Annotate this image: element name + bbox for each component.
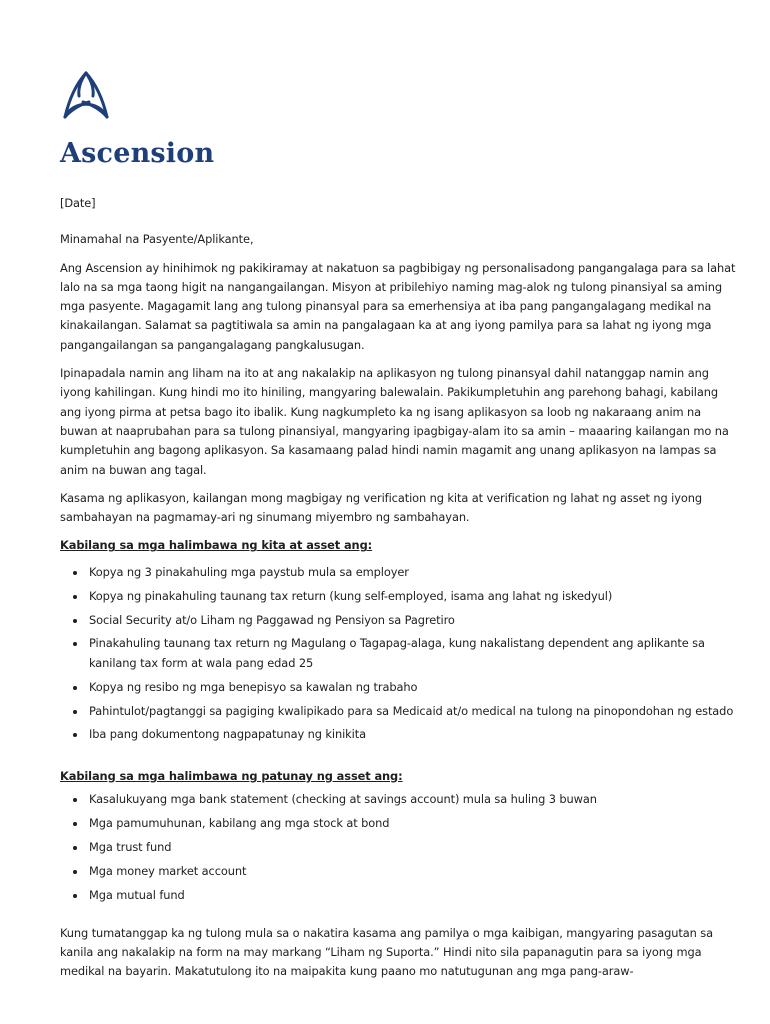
list-item: Mga money market account	[60, 862, 740, 881]
asset-list	[60, 790, 740, 905]
list-item: Social Security at/o Liham ng Paggawad ng Pensiyon sa Pagretiro	[60, 611, 740, 630]
list-item: Pinakahuling taunang tax return ng Magulang o Tagapag-alaga, kung nakalistang dependent ang aplikante sa kanilang tax form at wala pang edad 25	[60, 634, 740, 673]
brand-wordmark: Ascension	[60, 138, 215, 169]
letter-body	[60, 194, 740, 991]
salutation: Minamahal na Pasyente/Aplikante,	[60, 232, 254, 247]
list-item: Iba pang dokumentong nagpapatunay ng kinikita	[60, 725, 740, 744]
asset-heading: Kabilang sa mga halimbawa ng patunay ng asset ang:	[60, 768, 403, 783]
ascension-logo-icon	[59, 70, 113, 122]
income-list	[60, 563, 740, 745]
list-item: Kasalukuyang mga bank statement (checking at savings account) mula sa huling 3 buwan	[60, 790, 740, 809]
list-item: Mga trust fund	[60, 838, 740, 857]
paragraph-intro: Ang Ascension ay hinihimok ng pakikiramay at nakatuon sa pagbibigay ng personalisadong pangangalaga para sa lahat lalo na sa mga taong higit na nangangailangan. Misyon at pribilehiyo naming mag-alok ng tulong pinansiyal sa aming mga pasyente. Magagamit lang ang tulong pinansyal para sa emerhensiya at iba pang pangangalagang medikal na kinakailangan. Salamat sa pagtitiwala sa amin na pangalagaan ka at ang iyong pamilya para sa lahat ng iyong mga pangangailangan sa pangangalagang pangkalusugan.	[60, 260, 736, 352]
list-item: Kopya ng resibo ng mga benepisyo sa kawalan ng trabaho	[60, 678, 740, 697]
list-item: Pahintulot/pagtanggi sa pagiging kwalipikado para sa Medicaid at/o medical na tulong na pinopondohan ng estado	[60, 702, 740, 721]
list-item: Mga mutual fund	[60, 886, 740, 905]
letter-date: [Date]	[60, 196, 96, 210]
list-item: Mga pamumuhunan, kabilang ang mga stock at bond	[60, 814, 740, 833]
paragraph-support: Kung tumatanggap ka ng tulong mula sa o nakatira kasama ang pamilya o mga kaibigan, mangyaring pasagutan sa kanila ang nakalakip na form na may markang “Liham ng Suporta.” Hindi nito sila papanagutin para sa iyong mga medikal na bayarin. Makatutulong ito na maipakita kung paano mo natutugunan ang mga pang-araw-	[60, 925, 713, 979]
income-heading: Kabilang sa mga halimbawa ng kita at asset ang:	[60, 538, 373, 553]
paragraph-application: Ipinapadala namin ang liham na ito at ang nakalakip na aplikasyon ng tulong pinansyal dahil natanggap namin ang iyong kahilingan. Kung hindi mo ito hiniling, mangyaring balewalain. Pakikumpletuhin ang parehong bahagi, kabilang ang iyong pirma at petsa bago ito ibalik. Kung nagkumpleto ka ng isang aplikasyon sa loob ng nakaraang anim na buwan at naaprubahan para sa tulong pinansiyal, mangyaring ipagbigay-alam ito sa amin – maaaring kailangan mo na kumpletuhin ang bagong aplikasyon. Sa kasamaang palad hindi namin magamit ang unang aplikasyon na lampas sa anim na buwan ang tagal.	[60, 366, 729, 477]
list-item: Kopya ng pinakahuling taunang tax return (kung self-employed, isama ang lahat ng iskedyul)	[60, 587, 740, 606]
list-item: Kopya ng 3 pinakahuling mga paystub mula sa employer	[60, 563, 740, 582]
paragraph-verification: Kasama ng aplikasyon, kailangan mong magbigay ng verification ng kita at verification ng lahat ng asset ng iyong sambahayan na pagmamay-ari ng sinumang miyembro ng sambahayan.	[60, 490, 702, 525]
